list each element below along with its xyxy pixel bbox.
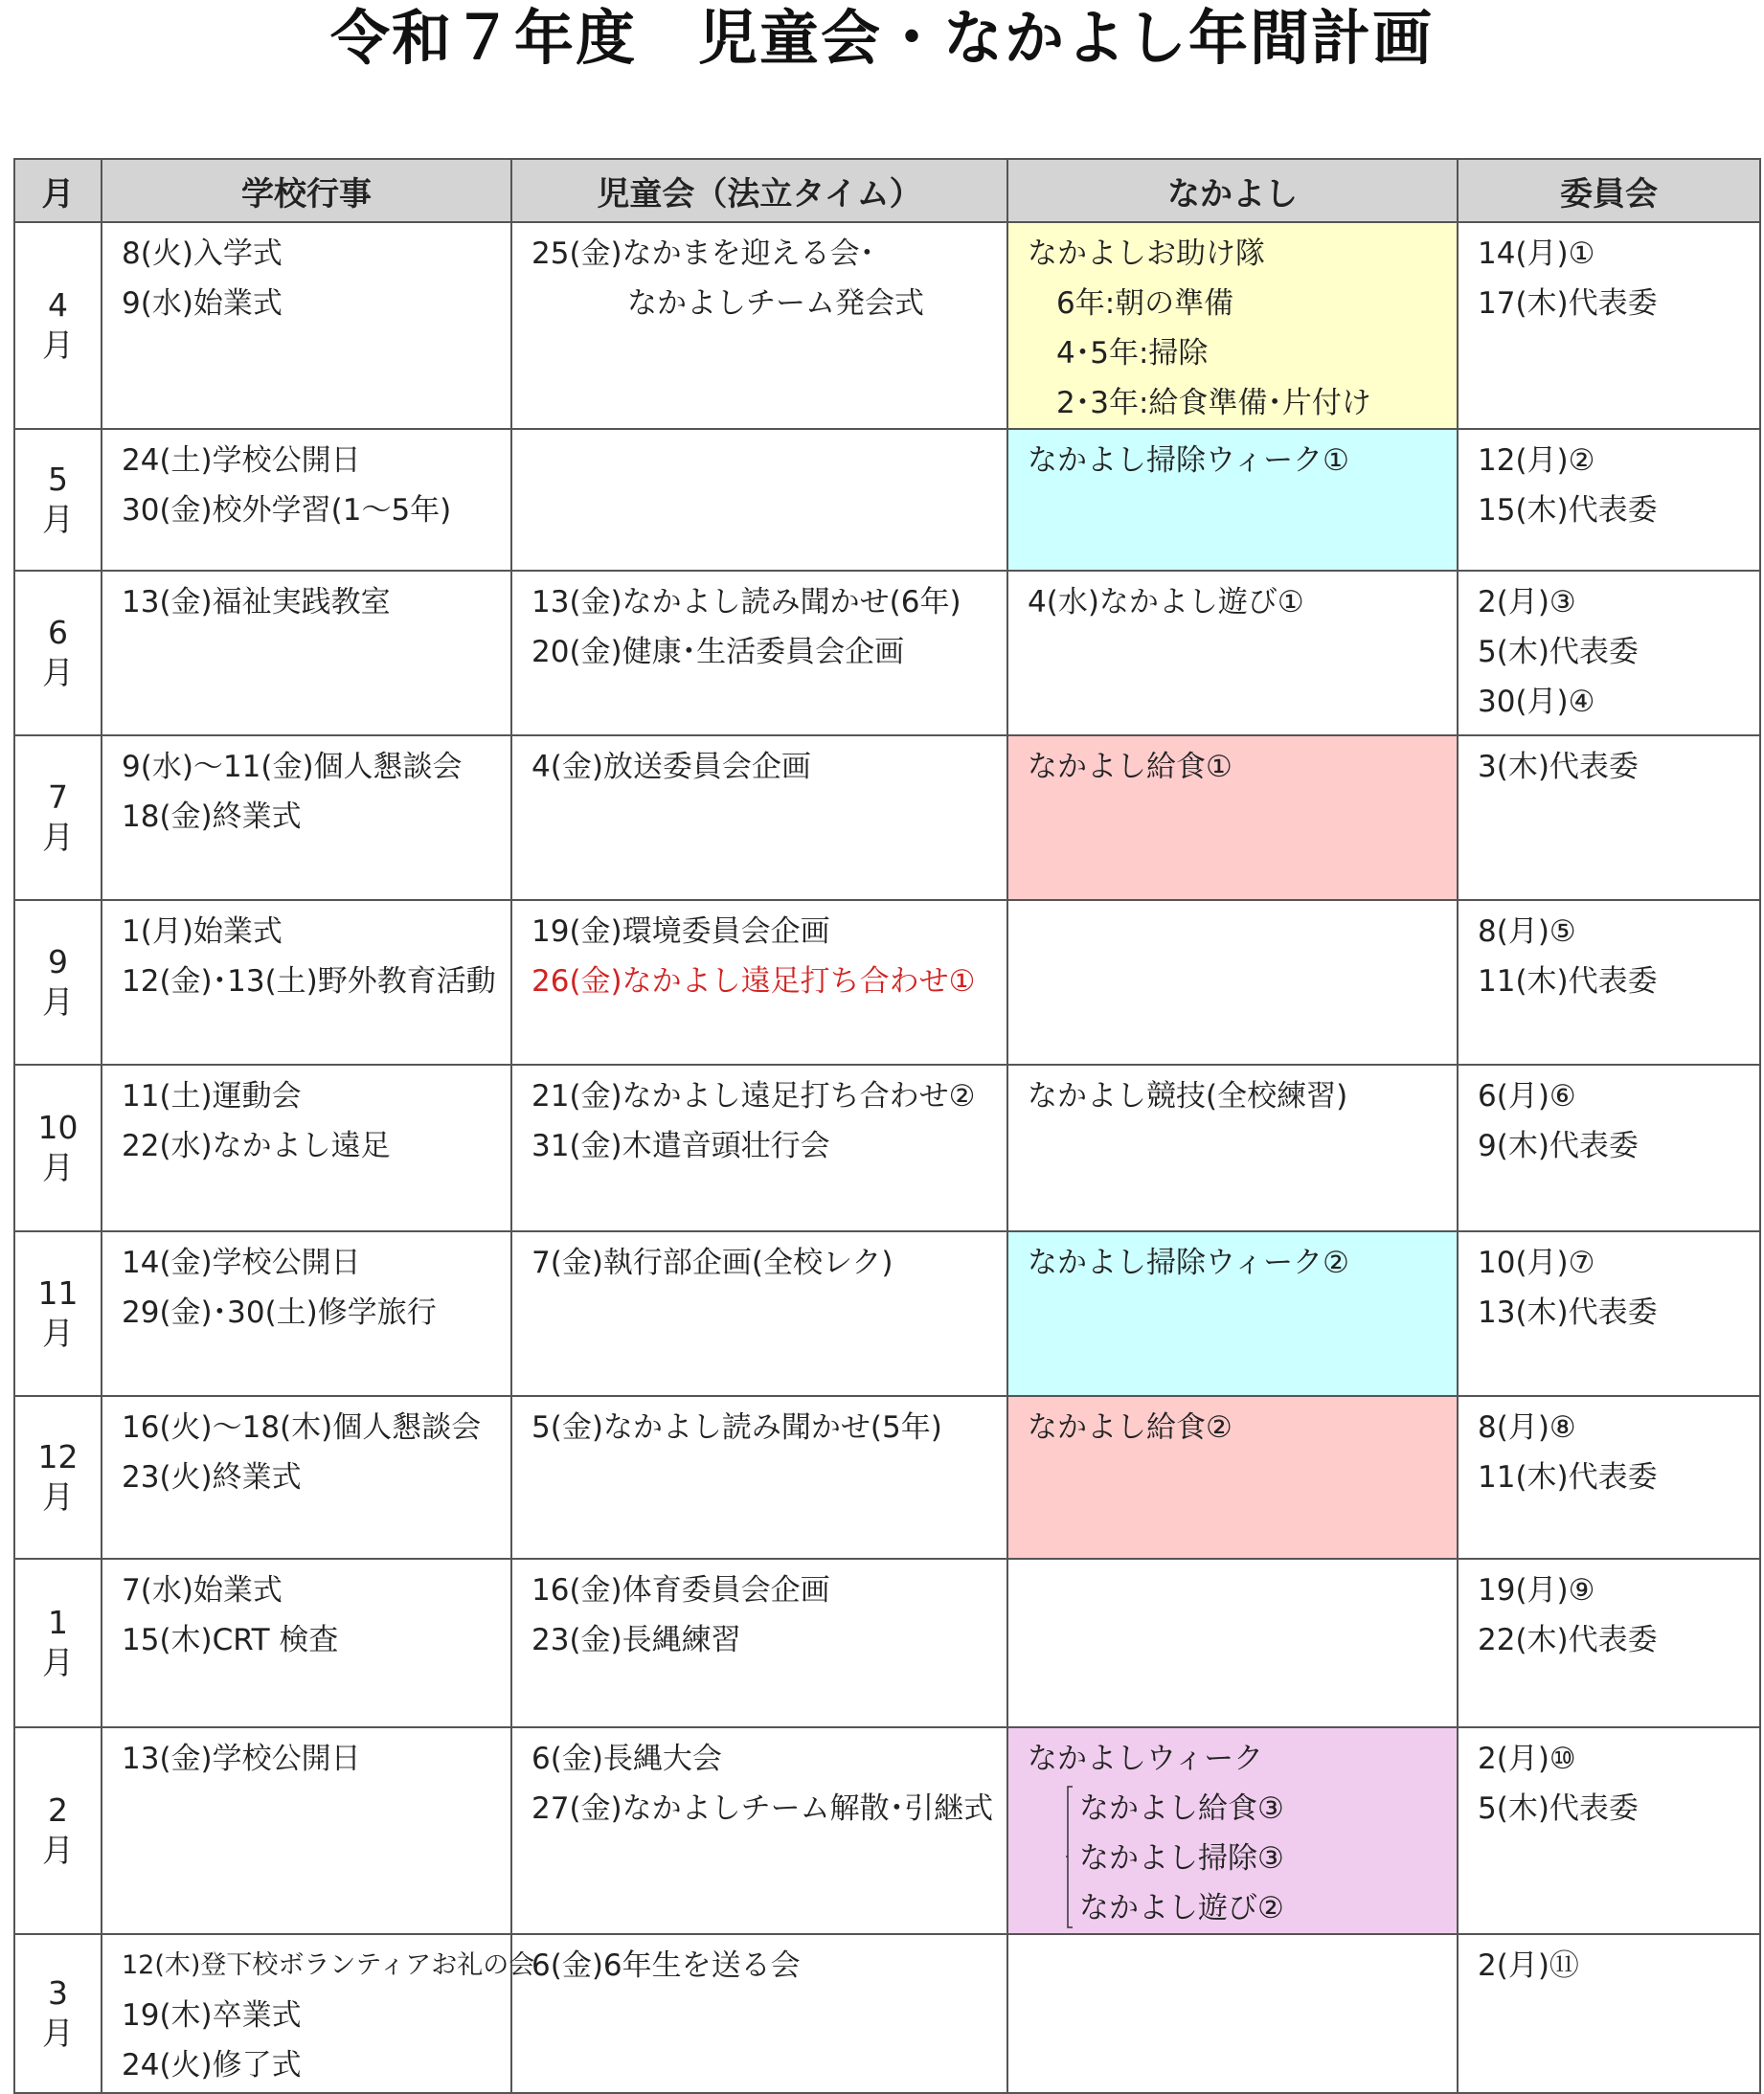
event-line: 13(金)なかよし読み聞かせ(6年) bbox=[531, 585, 961, 619]
month-cell bbox=[14, 1727, 102, 1934]
event-line: 1(月)始業式 bbox=[122, 914, 283, 949]
council-cell bbox=[511, 1231, 1007, 1396]
month-label: 12月 bbox=[37, 1438, 79, 1516]
nakayoshi-cell bbox=[1007, 1934, 1458, 2093]
event-line: なかよしウィーク bbox=[1028, 1742, 1264, 1776]
event-line: 2･3年:給食準備･片付け bbox=[1056, 386, 1371, 420]
event-line: 19(木)卒業式 bbox=[122, 1998, 302, 2033]
school-events-cell bbox=[102, 429, 511, 571]
school-events-cell bbox=[102, 1727, 511, 1934]
event-line: 29(金)･30(土)修学旅行 bbox=[122, 1295, 437, 1330]
council-cell bbox=[511, 735, 1007, 900]
event-line: 30(金)校外学習(1～5年) bbox=[122, 493, 452, 528]
event-line: 9(水)～11(金)個人懇談会 bbox=[122, 750, 463, 784]
event-line: 4(金)放送委員会企画 bbox=[531, 750, 811, 784]
council-cell bbox=[511, 1065, 1007, 1231]
event-line: 24(火)修了式 bbox=[122, 2048, 302, 2083]
council-cell bbox=[511, 571, 1007, 735]
nakayoshi-cell bbox=[1007, 1065, 1458, 1231]
month-label: 3月 bbox=[42, 1974, 74, 2052]
event-line: なかよし掃除ウィーク① bbox=[1028, 443, 1349, 478]
event-line: なかよし掃除ウィーク② bbox=[1028, 1246, 1349, 1280]
month-cell bbox=[14, 1559, 102, 1727]
school-events-cell bbox=[102, 735, 511, 900]
month-label: 4月 bbox=[42, 286, 74, 364]
month-label: 1月 bbox=[42, 1604, 74, 1681]
event-line: 8(火)入学式 bbox=[122, 236, 283, 271]
school-events-cell bbox=[102, 222, 511, 429]
month-label: 6月 bbox=[42, 614, 74, 691]
event-line: 15(木)代表委 bbox=[1478, 493, 1658, 528]
event-line: 18(金)終業式 bbox=[122, 799, 302, 834]
month-label: 5月 bbox=[42, 461, 74, 538]
school-events-cell bbox=[102, 1065, 511, 1231]
event-line: 31(金)木遣音頭壮行会 bbox=[531, 1129, 830, 1163]
nakayoshi-cell bbox=[1007, 571, 1458, 735]
header-month: 月 bbox=[14, 159, 102, 222]
event-line: 22(木)代表委 bbox=[1478, 1623, 1658, 1657]
event-line: 14(金)学校公開日 bbox=[122, 1246, 361, 1280]
event-line: 23(火)終業式 bbox=[122, 1460, 302, 1495]
event-line: 13(金)学校公開日 bbox=[122, 1742, 361, 1776]
event-line: 25(金)なかまを迎える会･ bbox=[531, 236, 875, 271]
table-row bbox=[14, 1065, 1760, 1231]
council-cell bbox=[511, 1396, 1007, 1559]
month-cell bbox=[14, 1231, 102, 1396]
event-line: なかよし掃除③ bbox=[1079, 1841, 1284, 1876]
event-line: 3(木)代表委 bbox=[1478, 750, 1639, 784]
event-line: 17(木)代表委 bbox=[1478, 286, 1658, 321]
event-line: 9(水)始業式 bbox=[122, 286, 283, 321]
event-line: 6(金)長縄大会 bbox=[531, 1742, 722, 1776]
council-cell bbox=[511, 222, 1007, 429]
nakayoshi-cell bbox=[1007, 1396, 1458, 1559]
event-line: 27(金)なかよしチーム解散･引継式 bbox=[531, 1791, 994, 1826]
event-line: 2(月)⑪ bbox=[1478, 1948, 1579, 1983]
event-line: 16(火)～18(木)個人懇談会 bbox=[122, 1410, 482, 1445]
highlighted-event-line: 26(金)なかよし遠足打ち合わせ① bbox=[531, 964, 976, 999]
event-line: 24(土)学校公開日 bbox=[122, 443, 361, 478]
school-events-cell bbox=[102, 900, 511, 1065]
school-events-cell bbox=[102, 1559, 511, 1727]
month-label: 9月 bbox=[42, 943, 74, 1021]
school-events-cell bbox=[102, 1396, 511, 1559]
event-line: 20(金)健康･生活委員会企画 bbox=[531, 635, 905, 669]
event-line: 4(水)なかよし遊び① bbox=[1028, 585, 1304, 619]
event-line: 7(水)始業式 bbox=[122, 1573, 283, 1608]
event-line: 11(木)代表委 bbox=[1478, 1460, 1658, 1495]
committee-cell bbox=[1458, 1727, 1760, 1934]
committee-cell bbox=[1458, 571, 1760, 735]
event-line: 23(金)長縄練習 bbox=[531, 1623, 741, 1657]
event-line: 4･5年:掃除 bbox=[1056, 336, 1209, 371]
committee-cell bbox=[1458, 735, 1760, 900]
event-line: 14(月)① bbox=[1478, 236, 1595, 271]
event-line: 7(金)執行部企画(全校レク) bbox=[531, 1246, 893, 1280]
event-line: 15(木)CRT 検査 bbox=[122, 1623, 339, 1657]
event-line: 30(月)④ bbox=[1478, 685, 1595, 719]
event-line: 19(月)⑨ bbox=[1478, 1573, 1595, 1608]
month-cell bbox=[14, 1396, 102, 1559]
committee-cell bbox=[1458, 1396, 1760, 1559]
event-line: 12(月)② bbox=[1478, 443, 1595, 478]
month-label: 11月 bbox=[37, 1274, 79, 1352]
sub-events-group bbox=[1028, 1784, 1457, 1933]
month-cell bbox=[14, 1934, 102, 2093]
event-line: 5(木)代表委 bbox=[1478, 1791, 1639, 1826]
nakayoshi-cell bbox=[1007, 900, 1458, 1065]
council-cell bbox=[511, 1934, 1007, 2093]
school-events-cell bbox=[102, 1231, 511, 1396]
month-cell bbox=[14, 735, 102, 900]
event-line: 6(月)⑥ bbox=[1478, 1079, 1576, 1114]
nakayoshi-cell bbox=[1007, 735, 1458, 900]
event-line: 11(土)運動会 bbox=[122, 1079, 302, 1114]
header-student-council: 児童会（法立タイム） bbox=[511, 159, 1007, 222]
event-line: 13(木)代表委 bbox=[1478, 1295, 1658, 1330]
committee-cell bbox=[1458, 1231, 1760, 1396]
event-line: 6(金)6年生を送る会 bbox=[531, 1948, 801, 1983]
event-line: なかよし給食② bbox=[1028, 1410, 1233, 1445]
event-line: 13(金)福祉実践教室 bbox=[122, 585, 391, 619]
nakayoshi-cell bbox=[1007, 1559, 1458, 1727]
event-line: 22(水)なかよし遠足 bbox=[122, 1129, 391, 1163]
committee-cell bbox=[1458, 1559, 1760, 1727]
council-cell bbox=[511, 1727, 1007, 1934]
month-cell bbox=[14, 900, 102, 1065]
event-line: 5(木)代表委 bbox=[1478, 635, 1639, 669]
month-cell bbox=[14, 429, 102, 571]
table-row bbox=[14, 900, 1760, 1065]
event-line: 10(月)⑦ bbox=[1478, 1246, 1595, 1280]
header-row bbox=[14, 159, 1760, 222]
council-cell bbox=[511, 429, 1007, 571]
table-row bbox=[14, 735, 1760, 900]
month-cell bbox=[14, 1065, 102, 1231]
table-row bbox=[14, 1396, 1760, 1559]
event-line: 8(月)⑧ bbox=[1478, 1410, 1576, 1445]
header-committee: 委員会 bbox=[1458, 159, 1760, 222]
school-events-cell bbox=[102, 571, 511, 735]
event-line: 9(木)代表委 bbox=[1478, 1129, 1639, 1163]
month-label: 2月 bbox=[42, 1791, 74, 1869]
table-row bbox=[14, 222, 1760, 429]
event-line: 2(月)③ bbox=[1478, 585, 1576, 619]
committee-cell bbox=[1458, 1065, 1760, 1231]
event-line: 11(木)代表委 bbox=[1478, 964, 1658, 999]
event-line: 12(木)登下校ボランティアお礼の会 bbox=[122, 1950, 535, 1980]
header-school-events: 学校行事 bbox=[102, 159, 511, 222]
table-row bbox=[14, 1727, 1760, 1934]
event-line: 2(月)⑩ bbox=[1478, 1742, 1576, 1776]
committee-cell bbox=[1458, 429, 1760, 571]
event-line: 5(金)なかよし読み聞かせ(5年) bbox=[531, 1410, 942, 1445]
committee-cell bbox=[1458, 1934, 1760, 2093]
event-line: なかよし給食③ bbox=[1079, 1791, 1284, 1826]
page-title: 令和７年度 児童会・なかよし年間計画 bbox=[329, 3, 1434, 73]
committee-cell bbox=[1458, 900, 1760, 1065]
month-cell bbox=[14, 222, 102, 429]
event-line: なかよしチーム発会式 bbox=[627, 286, 924, 321]
school-events-cell bbox=[102, 1934, 535, 2093]
event-line: 6年:朝の準備 bbox=[1056, 286, 1234, 321]
event-line: 8(月)⑤ bbox=[1478, 914, 1576, 949]
month-label: 10月 bbox=[37, 1109, 79, 1186]
nakayoshi-cell bbox=[1007, 429, 1458, 571]
event-line: 21(金)なかよし遠足打ち合わせ② bbox=[531, 1079, 976, 1114]
committee-cell bbox=[1458, 222, 1760, 429]
header-nakayoshi: なかよし bbox=[1007, 159, 1458, 222]
month-label: 7月 bbox=[42, 778, 74, 856]
event-line: なかよし給食① bbox=[1028, 750, 1233, 784]
event-line: 16(金)体育委員会企画 bbox=[531, 1573, 830, 1608]
table-row bbox=[14, 1934, 1760, 2093]
month-cell bbox=[14, 571, 102, 735]
table-row bbox=[14, 429, 1760, 571]
table-row bbox=[14, 1559, 1760, 1727]
event-line: 19(金)環境委員会企画 bbox=[531, 914, 830, 949]
nakayoshi-cell bbox=[1007, 1727, 1458, 1934]
annual-plan-table bbox=[13, 158, 1761, 2094]
nakayoshi-cell bbox=[1007, 222, 1458, 429]
table-row bbox=[14, 571, 1760, 735]
event-line: なかよし遊び② bbox=[1079, 1891, 1284, 1925]
nakayoshi-cell bbox=[1007, 1231, 1458, 1396]
event-line: なかよしお助け隊 bbox=[1028, 236, 1265, 271]
council-cell bbox=[511, 900, 1007, 1065]
council-cell bbox=[511, 1559, 1007, 1727]
event-line: 12(金)･13(土)野外教育活動 bbox=[122, 964, 496, 999]
table-row bbox=[14, 1231, 1760, 1396]
event-line: なかよし競技(全校練習) bbox=[1028, 1079, 1348, 1114]
